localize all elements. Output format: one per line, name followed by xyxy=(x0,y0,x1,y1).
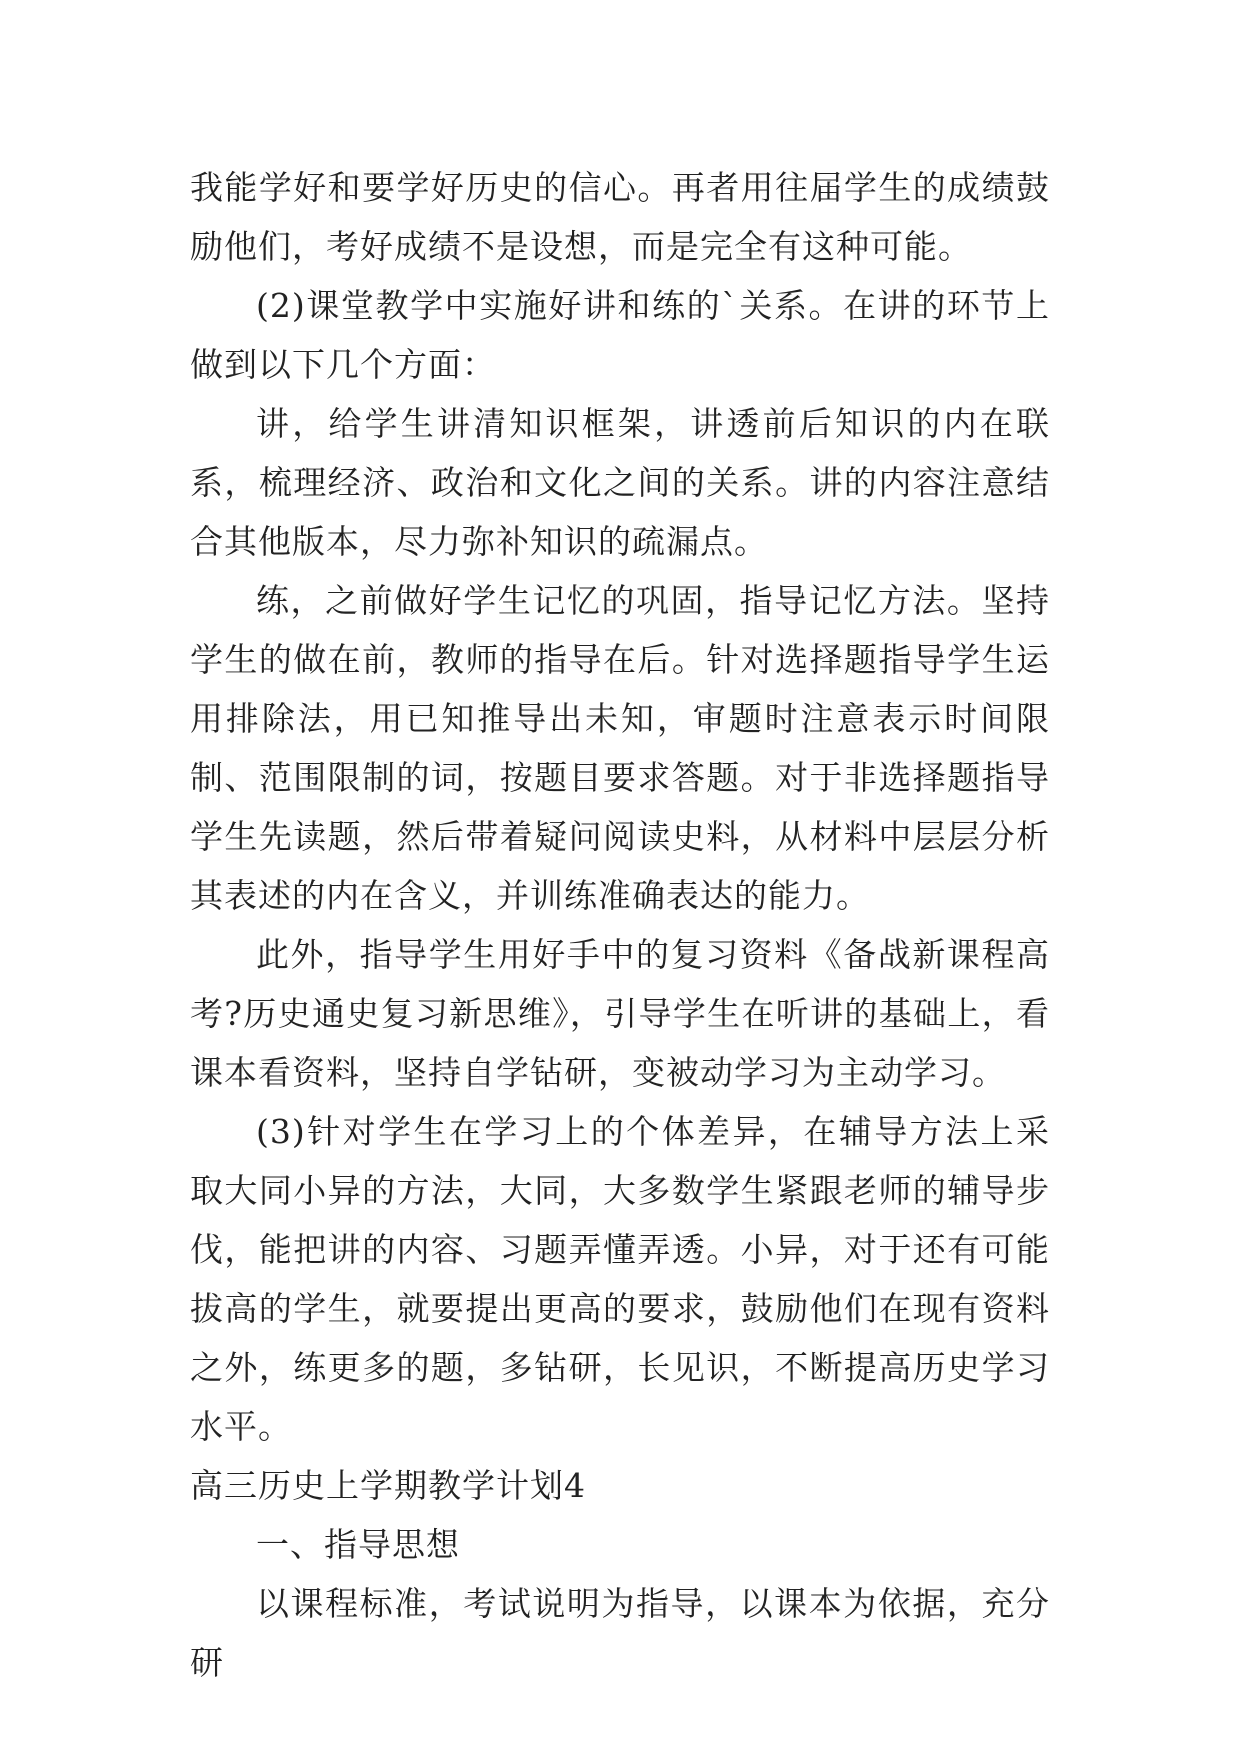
document-body xyxy=(190,158,1050,1692)
paragraph-3: 讲，给学生讲清知识框架，讲透前后知识的内在联系，梳理经济、政治和文化之间的关系。讲的内容注意结合其他版本，尽力弥补知识的疏漏点。 xyxy=(190,404,1050,561)
paragraph-5: 此外，指导学生用好手中的复习资料《备战新课程高考?历史通史复习新思维》，引导学生在听讲的基础上，看课本看资料，坚持自学钻研，变被动学习为主动学习。 xyxy=(190,935,1050,1092)
paragraph-4: 练，之前做好学生记忆的巩固，指导记忆方法。坚持学生的做在前，教师的指导在后。针对选择题指导学生运用排除法，用已知推导出未知，审题时注意表示时间限制、范围限制的词，按题目要求答题。对于非选择题指导学生先读题，然后带着疑问阅读史料，从材料中层层分析其表述的内在含义，并训练准确表达的能力。 xyxy=(190,581,1050,915)
section-title: 高三历史上学期教学计划4 xyxy=(190,1466,586,1505)
paragraph-6: (3)针对学生在学习上的个体差异，在辅导方法上采取大同小异的方法，大同，大多数学生紧跟老师的辅导步伐，能把讲的内容、习题弄懂弄透。小异，对于还有可能拔高的学生，就要提出更高的要求，鼓励他们在现有资料之外，练更多的题，多钻研，长见识，不断提高历史学习水平。 xyxy=(190,1112,1050,1446)
paragraph-1: 我能学好和要学好历史的信心。再者用往届学生的成绩鼓励他们，考好成绩不是设想，而是完全有这种可能。 xyxy=(190,168,1050,266)
paragraph-last: 以课程标准，考试说明为指导，以课本为依据，充分研 xyxy=(190,1584,1050,1682)
subheading: 一、指导思想 xyxy=(256,1525,460,1564)
paragraph-2: (2)课堂教学中实施好讲和练的`关系。在讲的环节上做到以下几个方面： xyxy=(190,286,1050,384)
